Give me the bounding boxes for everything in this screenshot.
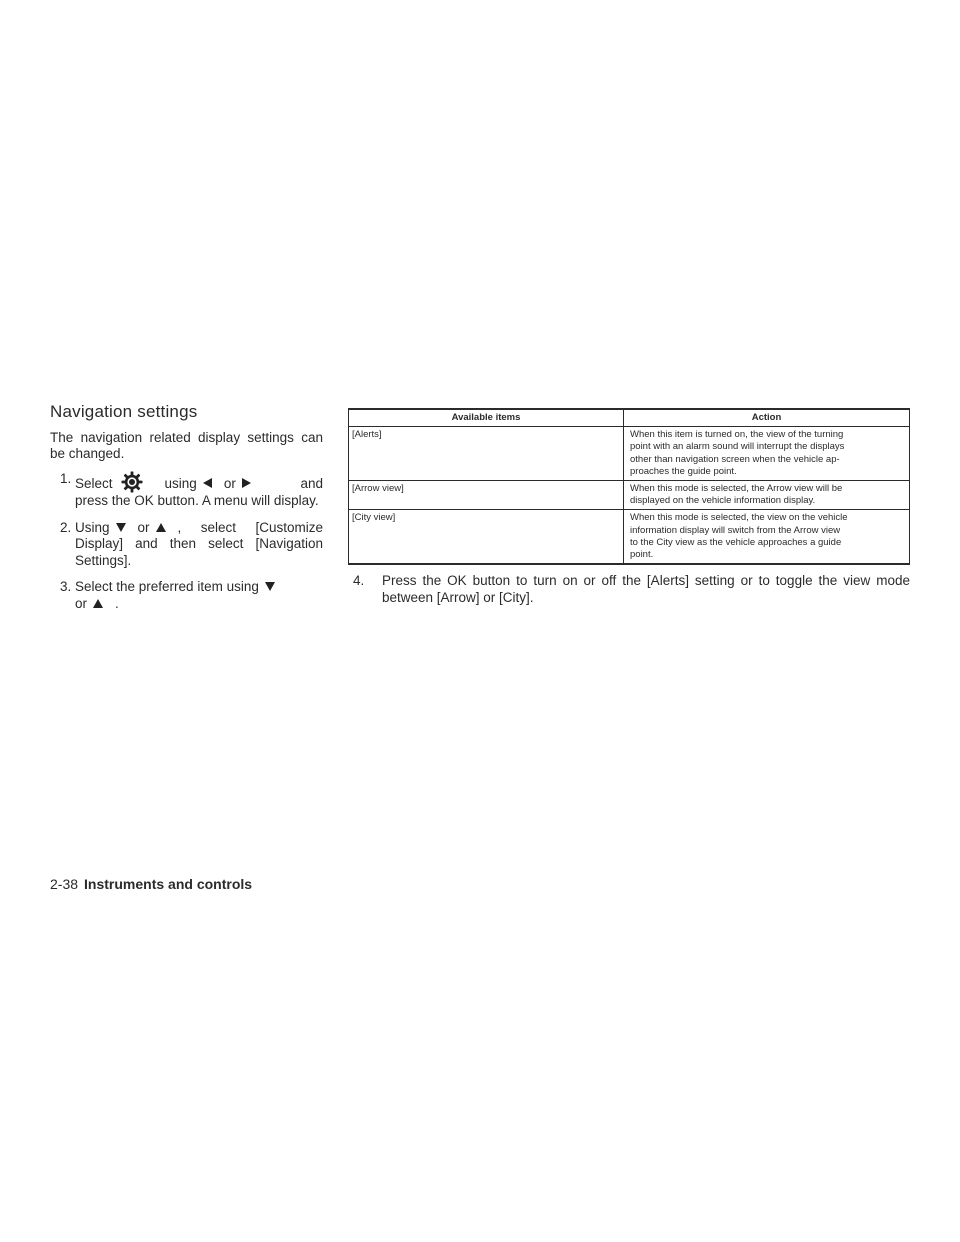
- step-4: [348, 573, 910, 606]
- step-number: 4.: [353, 573, 365, 589]
- down-arrow-icon: [265, 582, 275, 591]
- step-number: 3.: [60, 579, 72, 594]
- section-title: Navigation settings: [50, 402, 198, 421]
- item-cell: [City view]: [349, 510, 624, 564]
- step-text: Select the preferred item using: [75, 579, 259, 594]
- settings-table: [348, 408, 910, 565]
- right-column: [348, 408, 910, 606]
- table-row: [349, 427, 910, 481]
- table-header-row: [349, 409, 910, 427]
- action-cell: [624, 481, 910, 510]
- action-cell: [624, 510, 910, 564]
- right-arrow-icon: [242, 478, 251, 488]
- action-line: When this mode is selected, the view on the vehicle: [630, 512, 848, 524]
- step-text: , select [Customize Display] and then select [Navigation Settings].: [75, 519, 323, 568]
- item-cell: [Alerts]: [349, 427, 624, 481]
- settings-gear-icon: [121, 471, 143, 493]
- header-available-items: Available items: [349, 409, 624, 427]
- up-arrow-icon: [93, 599, 103, 608]
- action-line: displayed on the vehicle information display.: [630, 495, 816, 507]
- action-line: proaches the guide point.: [630, 465, 737, 477]
- intro-paragraph: The navigation related display settings can be changed.: [50, 430, 323, 461]
- action-line: to the City view as the vehicle approaches a guide: [630, 536, 842, 548]
- left-arrow-icon: [203, 478, 212, 488]
- action-line: When this mode is selected, the Arrow view will be: [630, 483, 843, 495]
- step-text: or: [223, 476, 236, 491]
- step-text: and press the OK button. A menu will display.: [75, 476, 323, 508]
- step-number: 1.: [60, 471, 72, 486]
- step-text: using: [164, 476, 197, 491]
- chapter-title: Instruments and controls: [84, 876, 253, 892]
- action-line: When this item is turned on, the view of the turning: [630, 429, 844, 441]
- step-2: [50, 520, 323, 570]
- step-text: Press the OK button to turn on or off the [Alerts] setting or to toggle the view mode between [Arrow] or [City].: [382, 573, 910, 605]
- step-1: [50, 471, 323, 510]
- step-text: or: [137, 519, 150, 535]
- action-cell: [624, 427, 910, 481]
- up-arrow-icon: [156, 523, 166, 532]
- page-footer: [50, 876, 252, 892]
- header-action: Action: [624, 409, 910, 427]
- item-cell: [Arrow view]: [349, 481, 624, 510]
- action-line: point with an alarm sound will interrupt the displays: [630, 441, 845, 453]
- step-text: or: [75, 595, 88, 611]
- step-text: Select: [75, 476, 113, 491]
- table-row: [349, 481, 910, 510]
- action-line: point.: [630, 549, 654, 561]
- left-column: [50, 402, 323, 622]
- step-number: 2.: [60, 519, 72, 535]
- table-row: [349, 510, 910, 564]
- step-3: [50, 579, 323, 612]
- action-line: information display will switch from the Arrow view: [630, 524, 841, 536]
- step-text: .: [115, 595, 119, 611]
- down-arrow-icon: [116, 523, 126, 532]
- step-text: Using: [75, 519, 110, 535]
- action-line: other than navigation screen when the vehicle ap-: [630, 453, 840, 465]
- page-number: 2-38: [50, 876, 79, 892]
